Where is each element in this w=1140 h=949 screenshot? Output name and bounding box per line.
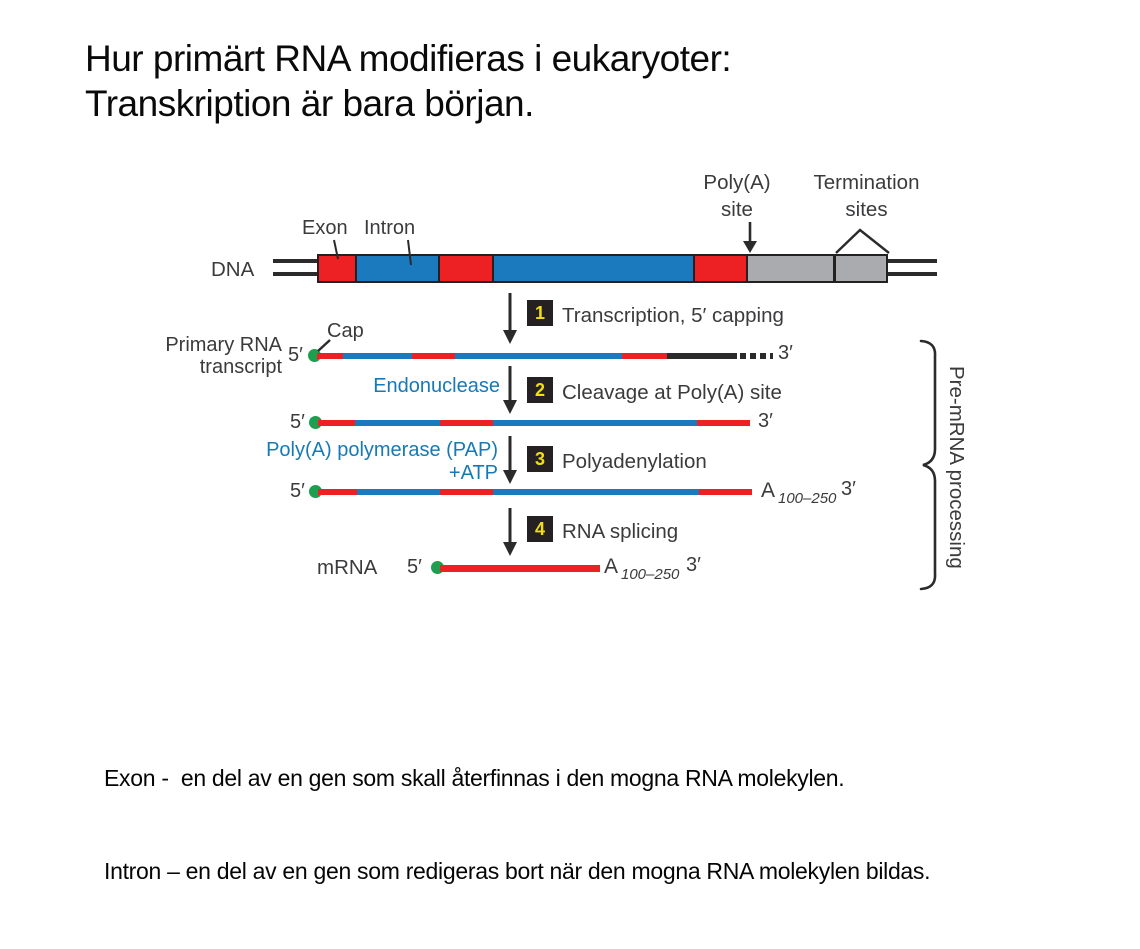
dna-exon-segment	[438, 256, 492, 281]
dna-strand-line	[273, 259, 317, 263]
step-2-badge	[527, 377, 553, 403]
rna-exon-segment	[440, 420, 493, 426]
dna-strand-line	[888, 259, 937, 263]
pre-mrna-processing-brace	[921, 341, 935, 589]
polya-tail-a: A	[761, 479, 776, 502]
rna-exon-segment	[412, 353, 455, 359]
rna-intron-segment	[493, 489, 699, 495]
step-1-arrowhead	[503, 330, 517, 344]
dna-gene-bar	[317, 254, 888, 283]
slide-title-line2: Transkription är bara början.	[85, 83, 534, 124]
dna-termination-segment	[833, 256, 886, 281]
dna-strand-line	[273, 272, 317, 276]
dna-label: DNA	[211, 258, 255, 281]
mrna-tail-subscript: 100–250	[621, 566, 680, 583]
rna-intron-segment	[343, 353, 412, 359]
pap-enzyme-label-line2: +ATP	[448, 462, 498, 484]
rna-continuation-dashes	[740, 353, 773, 359]
primary-rna-transcript-label-line1: Primary RNA	[165, 334, 282, 356]
mrna-label: mRNA	[317, 556, 378, 579]
polya-five-prime-label: 5′	[290, 480, 305, 502]
dna-strand-line	[888, 272, 937, 276]
polya-three-prime-label: 3′	[841, 478, 856, 500]
dna-intron-segment	[355, 256, 438, 281]
step-4-label: RNA splicing	[562, 520, 679, 543]
rna-downstream-segment	[667, 353, 737, 359]
rna-exon-segment	[317, 353, 343, 359]
rna-intron-segment	[355, 420, 440, 426]
intron-definition: Intron – en del av en gen som redigeras bort när den mogna RNA molekylen bildas.	[104, 858, 931, 884]
primary-five-prime-label: 5′	[288, 344, 303, 366]
pre-mrna-processing-label: Pre-mRNA processing	[945, 365, 968, 569]
step-1-badge	[527, 300, 553, 326]
endonuclease-label: Endonuclease	[373, 375, 500, 397]
mrna-five-prime-label: 5′	[407, 556, 422, 578]
slide-title-line1: Hur primärt RNA modifieras i eukaryoter:	[85, 38, 732, 79]
polya-site-arrowhead	[743, 241, 757, 253]
step-2-number: 2	[534, 379, 545, 400]
mrna-tail-a: A	[604, 555, 619, 578]
rna-intron-segment	[357, 489, 440, 495]
step-3-arrowhead	[503, 470, 517, 484]
dna-exon-segment	[693, 256, 746, 281]
step-3-label: Polyadenylation	[562, 450, 707, 473]
step-1-label: Transcription, 5′ capping	[562, 304, 784, 327]
primary-rna-transcript-label	[128, 334, 282, 378]
polya-site-label-line1: Poly(A)	[703, 171, 771, 194]
termination-sites-label	[793, 169, 940, 223]
termination-sites-label-line2: sites	[845, 198, 888, 221]
exon-label: Exon	[302, 217, 348, 239]
rna-intron-segment	[493, 420, 697, 426]
pap-enzyme-label-line1: Poly(A) polymerase (PAP)	[266, 439, 498, 461]
rna-exon-segment	[697, 420, 750, 426]
slide-title	[85, 36, 731, 126]
rna-exon-segment	[318, 420, 355, 426]
step-2-arrowhead	[503, 400, 517, 414]
step-4-number: 4	[534, 518, 545, 539]
cleaved-three-prime-label: 3′	[758, 410, 773, 432]
mrna-strand	[440, 565, 600, 572]
dna-intron-segment	[492, 256, 693, 281]
rna-intron-segment	[455, 353, 622, 359]
definitions-text	[104, 701, 930, 949]
rna-exon-segment	[440, 489, 493, 495]
termination-sites-label-line1: Termination	[813, 171, 920, 194]
step-4-arrowhead	[503, 542, 517, 556]
cleaved-five-prime-label: 5′	[290, 411, 305, 433]
pap-enzyme-label	[230, 439, 498, 485]
dna-downstream-segment	[746, 256, 833, 281]
exon-definition: Exon - en del av en gen som skall återfinnas i den mogna RNA molekylen.	[104, 765, 845, 791]
primary-rna-transcript-label-line2: transcript	[199, 356, 282, 378]
primary-three-prime-label: 3′	[778, 342, 793, 364]
dna-exon-segment	[319, 256, 355, 281]
mrna-three-prime-label: 3′	[686, 554, 701, 576]
step-3-number: 3	[534, 448, 545, 469]
termination-caret	[836, 230, 889, 253]
rna-exon-segment	[318, 489, 357, 495]
rna-exon-segment	[622, 353, 667, 359]
polya-site-label	[687, 169, 787, 223]
step-1-number: 1	[534, 302, 545, 323]
polya-tail-subscript: 100–250	[778, 490, 837, 507]
step-4-badge	[527, 516, 553, 542]
cap-label: Cap	[327, 320, 364, 342]
polya-site-label-line2: site	[721, 198, 753, 221]
step-2-label: Cleavage at Poly(A) site	[562, 381, 782, 404]
intron-label: Intron	[364, 217, 416, 239]
step-3-badge	[527, 446, 553, 472]
rna-exon-segment	[699, 489, 752, 495]
